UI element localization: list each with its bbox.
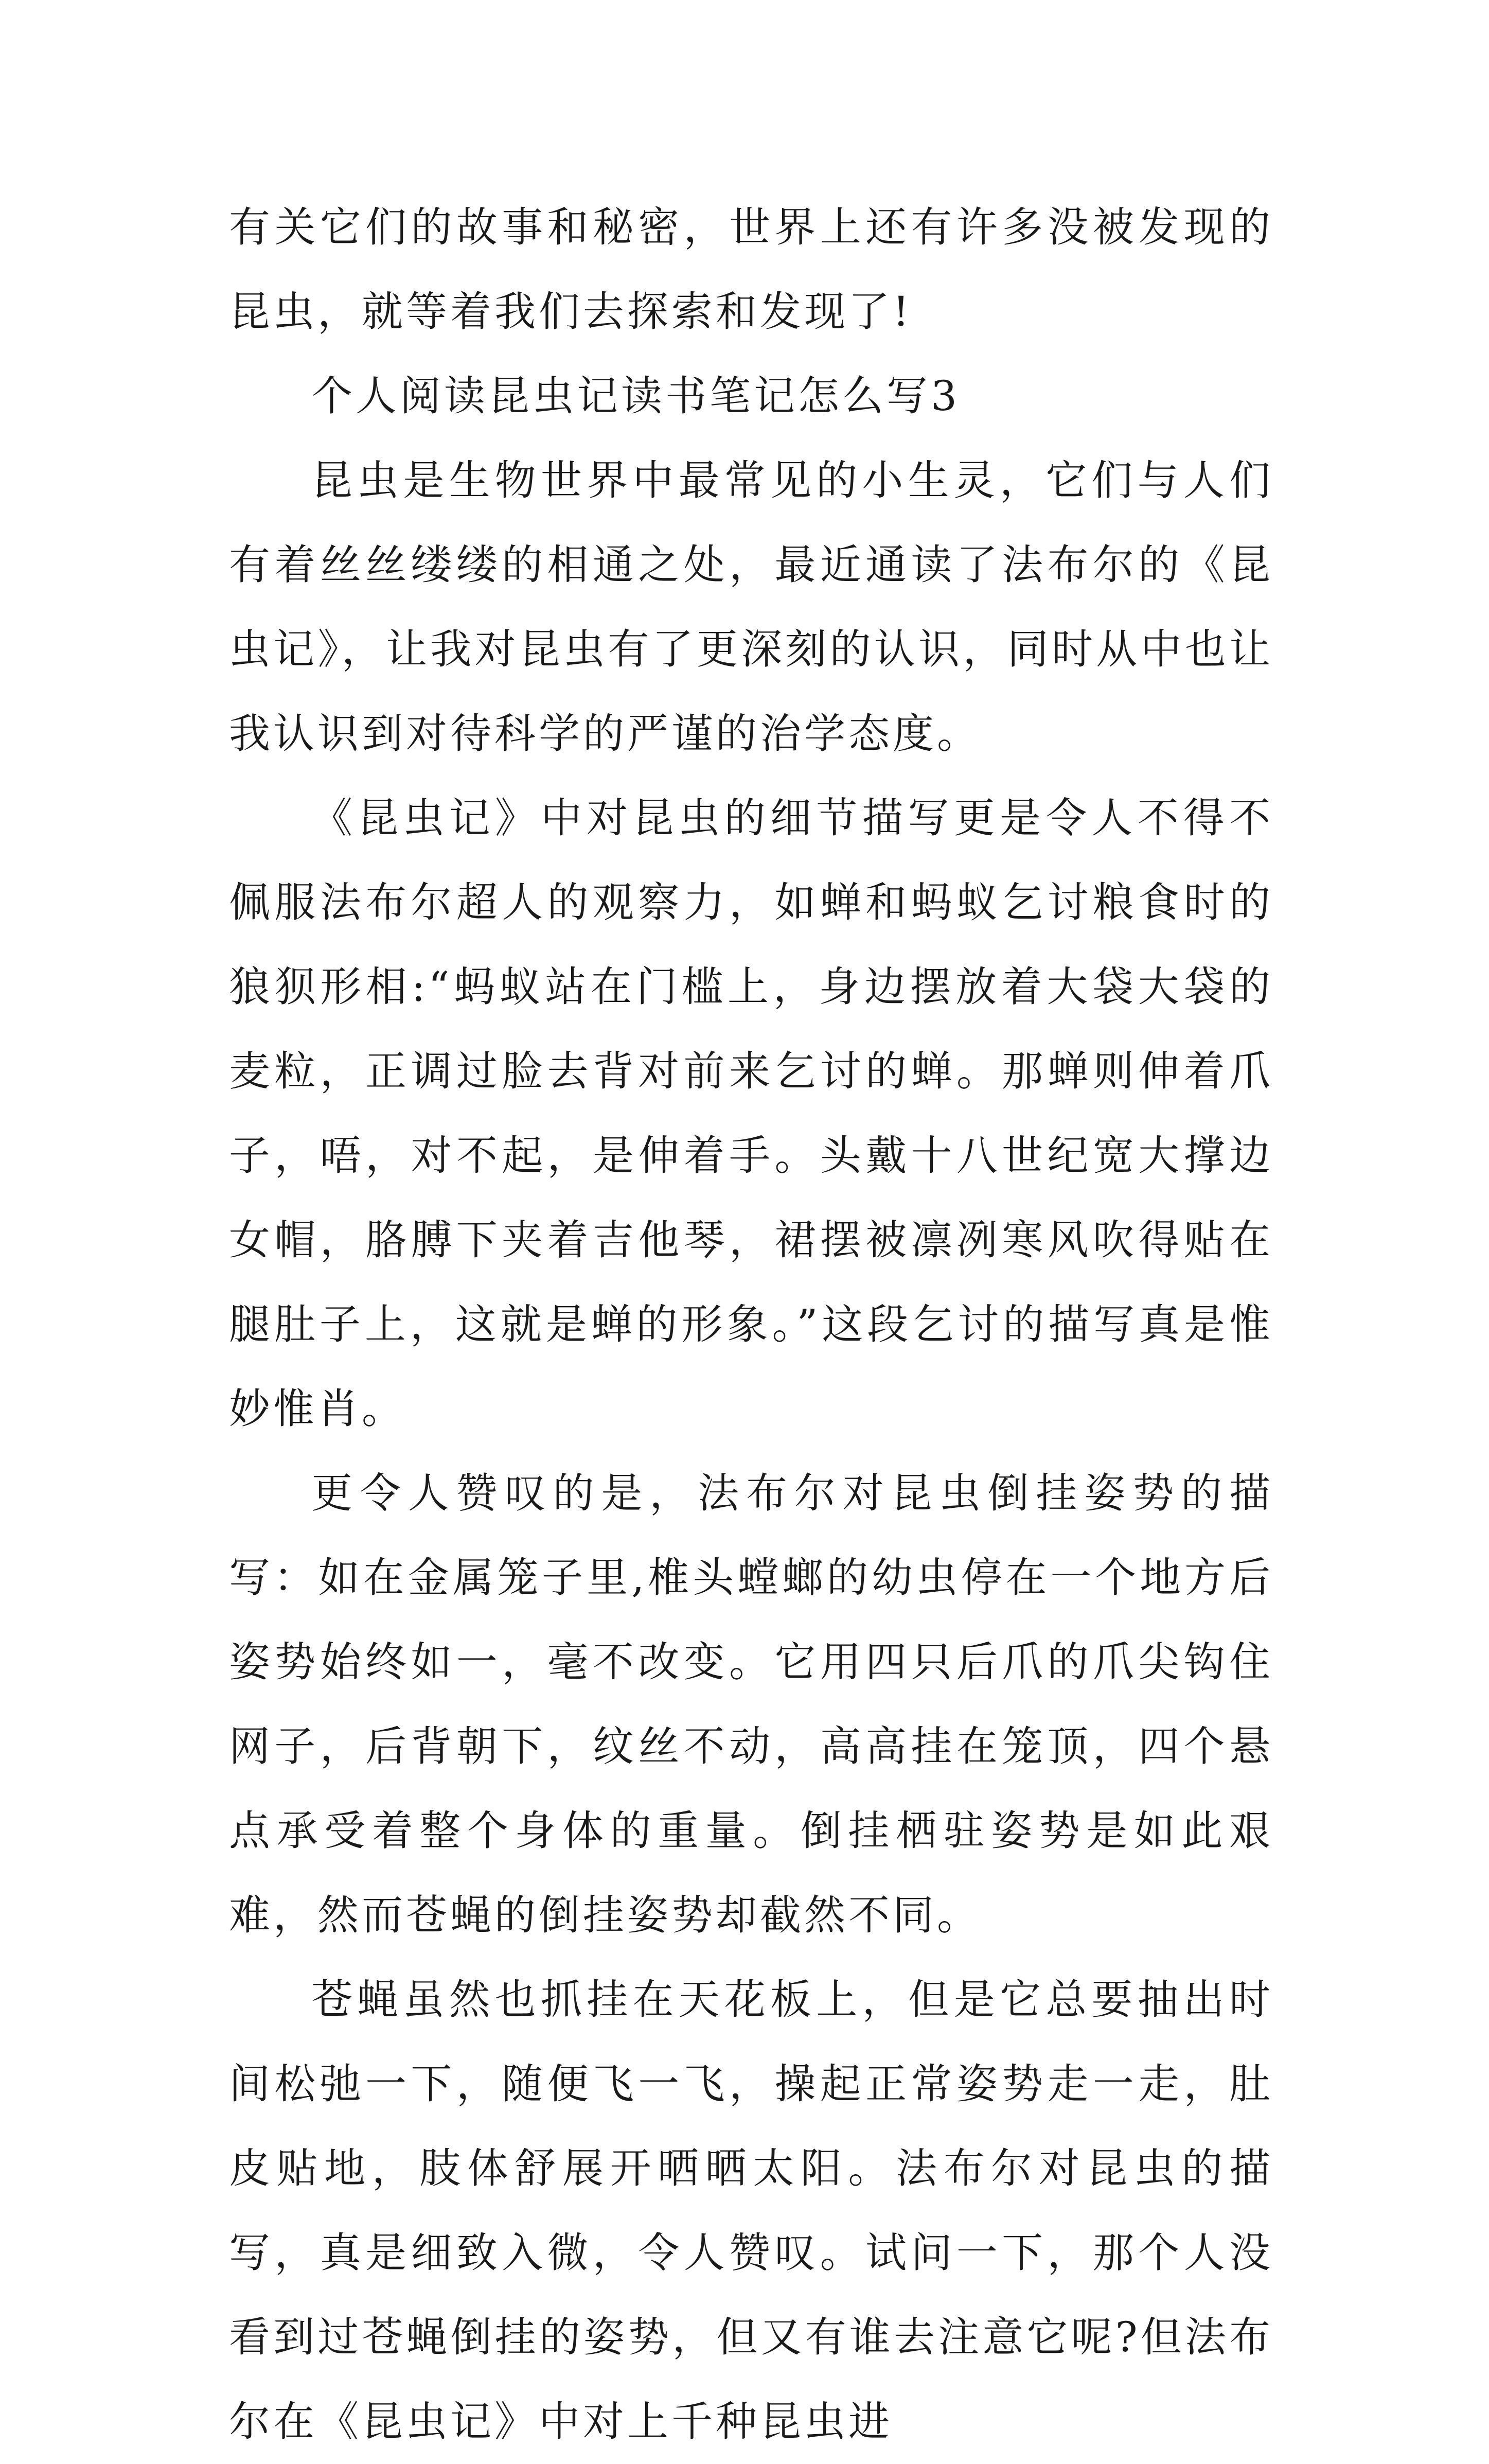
document-page [229, 185, 1273, 2464]
paragraph: 昆虫是生物世界中最常见的小生灵，它们与人们有着丝丝缕缕的相通之处，最近通读了法布尔的《昆虫记》，让我对昆虫有了更深刻的认识，同时从中也让我认识到对待科学的严谨的治学态度。 [229, 456, 1273, 758]
paragraph: 更令人赞叹的是，法布尔对昆虫倒挂姿势的描写：如在金属笼子里,椎头螳螂的幼虫停在一个地方后姿势始终如一，毫不改变。它用四只后爪的爪尖钩住网子，后背朝下，纹丝不动，高高挂在笼顶，四个悬点承受着整个身体的重量。倒挂栖驻姿势是如此艰难，然而苍蝇的倒挂姿势却截然不同。 [229, 1469, 1273, 1939]
section-heading: 个人阅读昆虫记读书笔记怎么写3 [311, 372, 960, 420]
paragraph-continuation: 有关它们的故事和秘密，世界上还有许多没被发现的昆虫，就等着我们去探索和发现了! [229, 203, 1273, 336]
paragraph: 《昆虫记》中对昆虫的细节描写更是令人不得不佩服法布尔超人的观察力，如蝉和蚂蚁乞讨粮食时的狼狈形相:“蚂蚁站在门槛上，身边摆放着大袋大袋的麦粒，正调过脸去背对前来乞讨的蝉。那蝉则伸着爪子，唔，对不起，是伸着手。头戴十八世纪宽大撑边女帽，胳膊下夹着吉他琴，裙摆被凛冽寒风吹得贴在腿肚子上，这就是蝉的形象。”这段乞讨的描写真是惟妙惟肖。 [229, 794, 1273, 1433]
paragraph: 苍蝇虽然也抓挂在天花板上，但是它总要抽出时间松弛一下，随便飞一飞，操起正常姿势走一走，肚皮贴地，肢体舒展开晒晒太阳。法布尔对昆虫的描写，真是细致入微，令人赞叹。试问一下，那个人没看到过苍蝇倒挂的姿势，但又有谁去注意它呢?但法布尔在《昆虫记》中对上千种昆虫进 [229, 1976, 1273, 2445]
